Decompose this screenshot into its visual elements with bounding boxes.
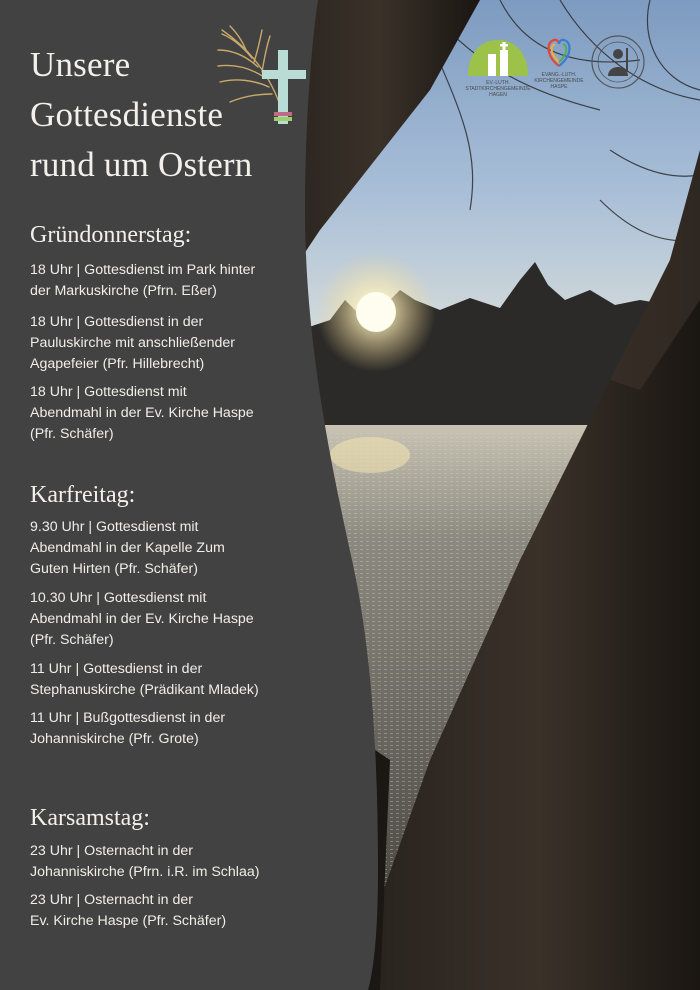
service-line: 11 Uhr | Gottesdienst in der xyxy=(30,661,203,677)
service-line: (Pfr. Schäfer) xyxy=(30,426,114,442)
service-entry xyxy=(30,890,330,932)
service-line: 11 Uhr | Bußgottesdienst in der xyxy=(30,710,226,726)
service-line: 18 Uhr | Gottesdienst im Park hinter xyxy=(30,262,256,278)
service-line: Stephanuskirche (Prädikant Mladek) xyxy=(30,682,259,698)
seal-logo-icon xyxy=(590,34,646,90)
church-logo-icon xyxy=(466,32,530,78)
section-heading-gruendonnerstag: Gründonnerstag: xyxy=(30,222,192,248)
logo2-caption: EVANG.-LUTH. KIRCHENGEMEINDE HASPE xyxy=(534,72,584,90)
service-entry xyxy=(30,659,330,701)
service-line: Pauluskirche mit anschließender xyxy=(30,335,236,351)
rainbow-heart-logo-icon xyxy=(544,34,574,70)
service-entry xyxy=(30,517,330,580)
section-heading-karfreitag: Karfreitag: xyxy=(30,482,136,508)
service-line: 10.30 Uhr | Gottesdienst mit xyxy=(30,590,207,606)
service-line: Abendmahl in der Ev. Kirche Haspe xyxy=(30,611,254,627)
service-line: Abendmahl in der Ev. Kirche Haspe xyxy=(30,405,254,421)
page-title xyxy=(30,40,310,190)
service-entry xyxy=(30,841,330,883)
service-entry xyxy=(30,382,330,445)
service-line: 18 Uhr | Gottesdienst mit xyxy=(30,384,187,400)
service-line: Johanniskirche (Pfrn. i.R. im Schlaa) xyxy=(30,864,260,880)
logo1-caption: EV.-LUTH. STADTKIRCHENGEMEINDE HAGEN xyxy=(465,80,531,98)
service-line: 23 Uhr | Osternacht in der xyxy=(30,892,193,908)
service-line: Guten Hirten (Pfr. Schäfer) xyxy=(30,561,198,577)
service-line: Agapefeier (Pfr. Hillebrecht) xyxy=(30,356,205,372)
service-line: 23 Uhr | Osternacht in der xyxy=(30,843,193,859)
service-line: Abendmahl in der Kapelle Zum xyxy=(30,540,225,556)
service-line: (Pfr. Schäfer) xyxy=(30,632,114,648)
service-entry xyxy=(30,588,330,651)
service-entry xyxy=(30,312,330,375)
service-entry xyxy=(30,708,330,750)
service-line: der Markuskirche (Pfrn. Eßer) xyxy=(30,283,217,299)
service-line: Johanniskirche (Pfr. Grote) xyxy=(30,731,199,747)
section-heading-karsamstag: Karsamstag: xyxy=(30,805,150,831)
title-line: rund um Ostern xyxy=(30,145,253,184)
service-line: 18 Uhr | Gottesdienst in der xyxy=(30,314,204,330)
service-entry xyxy=(30,260,330,302)
logo-group xyxy=(466,32,652,102)
service-line: Ev. Kirche Haspe (Pfr. Schäfer) xyxy=(30,913,227,929)
title-line: Unsere xyxy=(30,45,131,84)
title-line: Gottesdienste xyxy=(30,95,224,134)
service-line: 9.30 Uhr | Gottesdienst mit xyxy=(30,519,199,535)
